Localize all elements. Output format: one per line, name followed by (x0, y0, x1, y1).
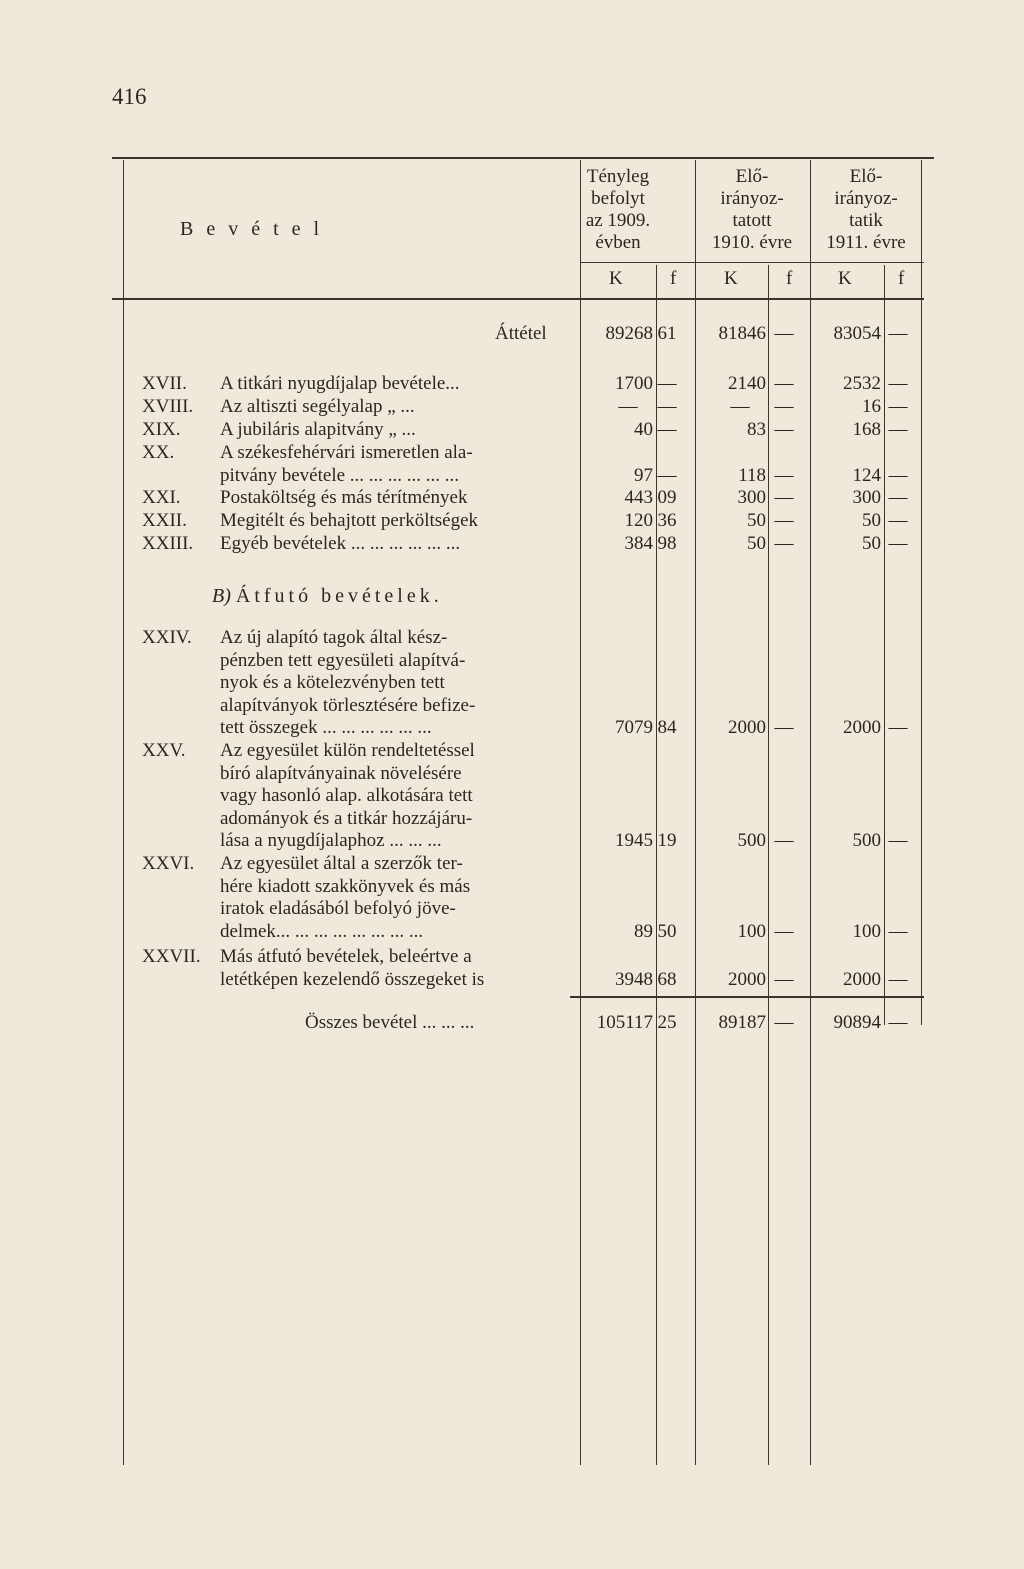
cell-v3: 50 (862, 510, 881, 531)
page-number: 416 (112, 84, 147, 109)
cell-v2: 2140 (728, 373, 766, 394)
roman-numeral: XVII. (142, 373, 187, 394)
row-label: Az egyesület külön rendeltetéssel (220, 740, 475, 761)
col1-k-f (656, 265, 657, 1465)
cell-f1: — (657, 464, 677, 486)
cell-v2: 50 (747, 510, 766, 531)
f-label-1: f (670, 268, 677, 289)
cell-f2: — (774, 487, 794, 508)
row-label: tett összegek ... ... ... ... ... ... (220, 717, 432, 739)
f-label-3: f (898, 268, 905, 289)
top-rule (112, 157, 934, 159)
roman-numeral: XXII. (142, 510, 187, 531)
cell-f3: — (888, 533, 908, 554)
cell-v3: 2532 (843, 373, 881, 394)
cell-v1: — (618, 396, 638, 417)
cell-f3: — (888, 968, 908, 990)
cell-f1: 50 (657, 920, 677, 942)
section-name: Átfutó bevételek. (235, 585, 443, 607)
cell-v1: 120 (624, 510, 653, 531)
roman-numeral: XXVI. (142, 853, 195, 874)
roman-numeral: XIX. (142, 419, 181, 440)
total-label: Összes bevétel ... ... ... (305, 1012, 475, 1033)
cell-v3: 50 (862, 533, 881, 554)
col3-k-f (884, 265, 885, 1025)
cell-v1: 89 (634, 920, 653, 942)
f-label-2: f (786, 268, 793, 289)
section-letter: B) (212, 585, 236, 607)
row-label: delmek... ... ... ... ... ... ... ... (220, 920, 424, 942)
cell-f2: — (774, 830, 794, 852)
cell-v3: 100 (852, 920, 881, 942)
cell-f1: 61 (657, 323, 677, 344)
row-label: pitvány bevétele ... ... ... ... ... ... (220, 464, 460, 486)
row-label: vagy hasonló alap. alkotására tett (220, 785, 473, 807)
cell-f3: — (888, 419, 908, 440)
cell-f1: 09 (657, 487, 677, 508)
cell-f1: — (657, 373, 677, 394)
row-label: A jubiláris alapitvány „ ... (220, 419, 416, 440)
cell-f2: — (774, 464, 794, 486)
cell-v1: 443 (624, 487, 653, 508)
row-label: Egyéb bevételek ... ... ... ... ... ... (220, 533, 461, 554)
roman-numeral: XVIII. (142, 396, 194, 417)
cell-f3: — (888, 323, 908, 344)
cell-f1: 19 (657, 830, 677, 852)
cell-f2: — (774, 419, 794, 440)
cell-v2: 118 (738, 464, 766, 486)
cell-f2: — (774, 396, 794, 417)
total-f3: — (888, 1012, 908, 1033)
cell-f1: 36 (657, 510, 677, 531)
row-label: Megitélt és behajtott perköltségek (220, 510, 479, 531)
cell-v3: 500 (852, 830, 881, 852)
cell-v2: 100 (737, 920, 766, 942)
cell-v2: 300 (737, 487, 766, 508)
header-col2: Elő- irányoz- tatott 1910. évre (711, 166, 793, 253)
left-border (123, 160, 124, 1465)
row-label: Az altiszti segélyalap „ ... (220, 396, 415, 417)
right-border (921, 160, 922, 1025)
total-f1: 25 (657, 1012, 677, 1033)
roman-numeral: XX. (142, 442, 175, 463)
cell-f2: — (774, 533, 794, 554)
cell-f3: — (888, 487, 908, 508)
row-label: pénzben tett egyesületi alapítvá- (220, 649, 466, 671)
cell-v1: 89268 (605, 323, 653, 344)
subheader-rule (580, 262, 924, 263)
cell-f2: — (774, 717, 794, 739)
cell-v3: 168 (852, 419, 881, 440)
cell-v3: 16 (862, 396, 881, 417)
cell-f3: — (888, 717, 908, 739)
row-label: iratok eladásából befolyó jöve- (220, 898, 456, 920)
row-label: Postaköltség és más térítmények (220, 487, 468, 508)
row-label: lása a nyugdíjalaphoz ... ... ... (220, 830, 442, 852)
k-label-3: K (838, 268, 852, 289)
roman-numeral: XXVII. (142, 946, 201, 967)
k-label-1: K (609, 268, 623, 289)
cell-v2: 50 (747, 533, 766, 554)
cell-f3: — (888, 830, 908, 852)
cell-f2: — (774, 373, 794, 394)
row-label: Az egyesület által a szerzők ter- (220, 853, 463, 874)
cell-f2: — (774, 968, 794, 990)
cell-f3: — (888, 920, 908, 942)
cell-v2: 83 (747, 419, 766, 440)
row-label: nyok és a kötelezvényben tett (220, 672, 445, 694)
row-label: letétképen kezelendő összegeket is (220, 968, 485, 990)
cell-v2: 500 (737, 830, 766, 852)
cell-f3: — (888, 510, 908, 531)
row-label: A titkári nyugdíjalap bevétele... (220, 373, 460, 394)
cell-v2: 2000 (728, 717, 766, 739)
header-bottom-rule (112, 298, 924, 300)
cell-v2: — (730, 396, 750, 417)
total-v1: 105117 (596, 1012, 653, 1033)
row-label: Más átfutó bevételek, beleértve a (220, 946, 472, 967)
cell-f1: 98 (657, 533, 677, 554)
cell-v3: 2000 (843, 717, 881, 739)
cell-v1: 3948 (615, 968, 653, 990)
k-label-2: K (724, 268, 738, 289)
row-label: Az új alapító tagok által kész- (220, 627, 448, 648)
row-label: Áttétel (495, 323, 547, 344)
roman-numeral: XXI. (142, 487, 181, 508)
roman-numeral: XXV. (142, 740, 186, 761)
col1-left (580, 160, 581, 1465)
row-label: alapítványok törlesztésére befize- (220, 694, 476, 716)
row-label: bíró alapítványainak növelésére (220, 762, 462, 784)
cell-f1: — (657, 396, 677, 417)
cell-v2: 2000 (728, 968, 766, 990)
roman-numeral: XXIV. (142, 627, 192, 648)
cell-v2: 81846 (718, 323, 766, 344)
revenue-title: Bevétel (180, 218, 333, 240)
cell-v3: 2000 (843, 968, 881, 990)
cell-v3: 124 (852, 464, 881, 486)
total-f2: — (774, 1012, 794, 1033)
cell-v1: 40 (634, 419, 653, 440)
cell-f3: — (888, 373, 908, 394)
cell-v1: 7079 (615, 717, 653, 739)
cell-f3: — (888, 464, 908, 486)
cell-v3: 83054 (833, 323, 881, 344)
cell-v1: 1945 (615, 830, 653, 852)
row-label: hére kiadott szakkönyvek és más (220, 875, 471, 897)
col2-left (695, 160, 696, 1465)
cell-v1: 384 (624, 533, 653, 554)
total-v3: 90894 (833, 1012, 881, 1033)
col3-left (810, 160, 811, 1465)
cell-f2: — (774, 323, 794, 344)
roman-numeral: XXIII. (142, 533, 194, 554)
cell-v1: 97 (634, 464, 653, 486)
cell-v1: 1700 (615, 373, 653, 394)
cell-v3: 300 (852, 487, 881, 508)
cell-f1: — (657, 419, 677, 440)
row-label: adományok és a titkár hozzájáru- (220, 807, 473, 829)
cell-f1: 84 (657, 717, 677, 739)
row-label: A székesfehérvári ismeretlen ala- (220, 442, 473, 463)
col2-k-f (768, 265, 769, 1465)
total-rule (570, 996, 924, 998)
header-col3: Elő- irányoz- tatik 1911. évre (826, 166, 906, 253)
cell-f2: — (774, 510, 794, 531)
header-col1: Tényleg befolyt az 1909. évben (585, 166, 651, 253)
cell-f3: — (888, 396, 908, 417)
total-v2: 89187 (718, 1012, 766, 1033)
cell-f2: — (774, 920, 794, 942)
cell-f1: 68 (657, 968, 677, 990)
section-b-title (212, 585, 443, 608)
